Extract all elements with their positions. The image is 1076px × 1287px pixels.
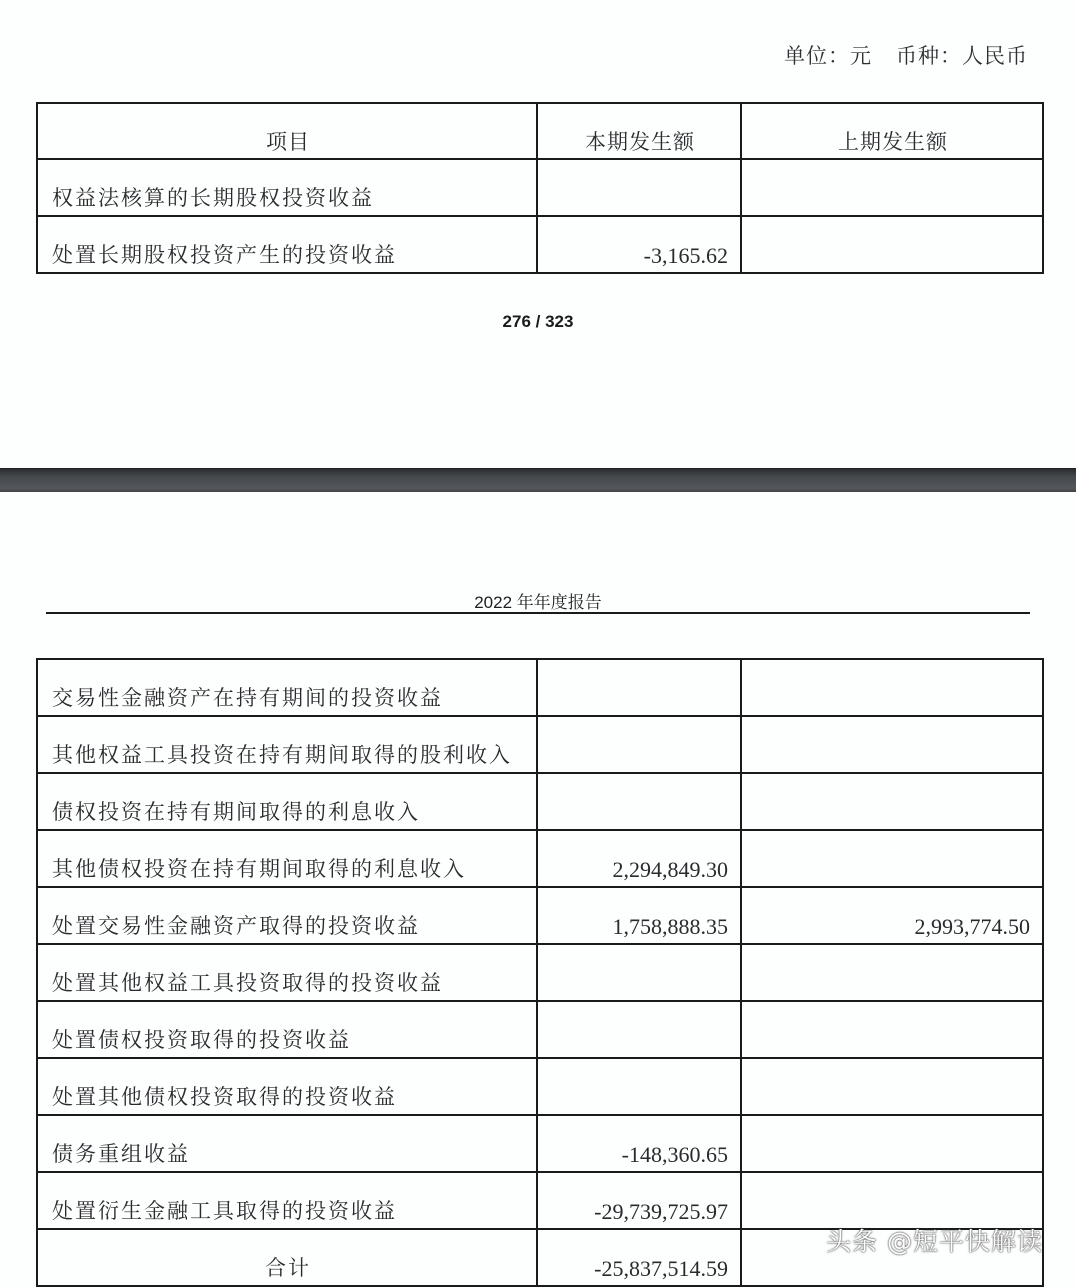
row-current: [537, 1001, 741, 1058]
row-current: -29,739,725.97: [537, 1172, 741, 1229]
pdf-page-276: [0, 0, 1076, 468]
pdf-page-277: [0, 492, 1076, 1281]
row-item: 其他权益工具投资在持有期间取得的股利收入: [37, 716, 537, 773]
table-row: [37, 1001, 1043, 1058]
investment-income-table-part1: [36, 102, 1044, 274]
table-row: [37, 716, 1043, 773]
report-header-title: 2022 年年度报告: [474, 593, 602, 612]
unit-label: 单位：元: [784, 44, 872, 68]
row-item: 交易性金融资产在持有期间的投资收益: [37, 659, 537, 716]
row-previous: [741, 216, 1043, 273]
table-row: [37, 1115, 1043, 1172]
row-previous: [741, 716, 1043, 773]
table-row: [37, 830, 1043, 887]
row-item: 权益法核算的长期股权投资收益: [37, 159, 537, 216]
header-current-period: 本期发生额: [537, 103, 741, 159]
row-item: 处置债权投资取得的投资收益: [37, 1001, 537, 1058]
table-row: [37, 159, 1043, 216]
row-current: [537, 659, 741, 716]
row-previous: [741, 1172, 1043, 1229]
unit-currency-note: [760, 40, 1028, 70]
row-previous: [741, 830, 1043, 887]
table-row: [37, 773, 1043, 830]
row-item: 其他债权投资在持有期间取得的利息收入: [37, 830, 537, 887]
row-previous: [741, 1001, 1043, 1058]
row-current: [537, 716, 741, 773]
row-item: 处置交易性金融资产取得的投资收益: [37, 887, 537, 944]
header-previous-period: 上期发生额: [741, 103, 1043, 159]
watermark-text: 头条 @短平快解读: [826, 1227, 1043, 1256]
row-item: 债权投资在持有期间取得的利息收入: [37, 773, 537, 830]
row-previous: [741, 1058, 1043, 1115]
row-item: 处置其他权益工具投资取得的投资收益: [37, 944, 537, 1001]
table-row: [37, 659, 1043, 716]
page-number: 276 / 323: [502, 312, 574, 331]
row-current: [537, 944, 741, 1001]
row-current: [537, 159, 741, 216]
row-item: 处置长期股权投资产生的投资收益: [37, 216, 537, 273]
row-item: 处置其他债权投资取得的投资收益: [37, 1058, 537, 1115]
table-row: [37, 887, 1043, 944]
row-current: -3,165.62: [537, 216, 741, 273]
row-current: [537, 773, 741, 830]
row-current: [537, 1058, 741, 1115]
row-current: 1,758,888.35: [537, 887, 741, 944]
header-item: 项目: [37, 103, 537, 159]
investment-income-table-part2: [36, 658, 1044, 1287]
header-rule: [46, 612, 1030, 614]
row-current: 2,294,849.30: [537, 830, 741, 887]
table-row: [37, 944, 1043, 1001]
row-previous: [741, 773, 1043, 830]
currency-label: 币种：人民币: [896, 44, 1028, 68]
row-item: 处置衍生金融工具取得的投资收益: [37, 1172, 537, 1229]
row-previous: [741, 159, 1043, 216]
row-previous: [741, 659, 1043, 716]
table-row: [37, 216, 1043, 273]
page-separator: [0, 468, 1076, 494]
table-header-row: [37, 103, 1043, 159]
row-previous: [741, 944, 1043, 1001]
table-row: [37, 1058, 1043, 1115]
total-current: -25,837,514.59: [537, 1229, 741, 1286]
row-current: -148,360.65: [537, 1115, 741, 1172]
table-row: [37, 1172, 1043, 1229]
row-previous: 2,993,774.50: [741, 887, 1043, 944]
row-previous: [741, 1115, 1043, 1172]
row-item: 债务重组收益: [37, 1115, 537, 1172]
total-label: 合计: [37, 1229, 537, 1286]
